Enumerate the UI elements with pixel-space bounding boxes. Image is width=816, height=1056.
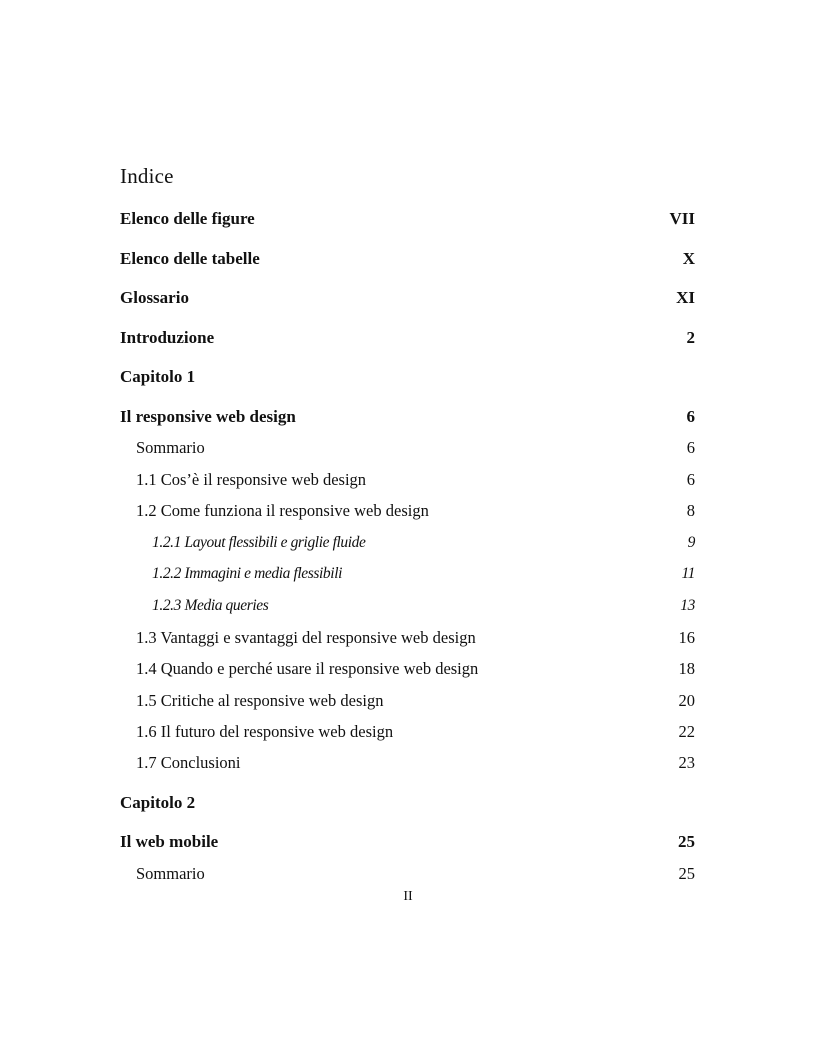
toc-entry-label: 1.6 Il futuro del responsive web design [136,722,394,741]
toc-entry-chapter-2-title[interactable] [120,831,695,853]
toc-entry-label: 1.2.1 Layout flessibili e griglie fluide [152,534,366,551]
toc-entry-label: Sommario [136,438,205,457]
toc-entry-page: 20 [678,691,695,710]
toc-entry-label: 1.3 Vantaggi e svantaggi del responsive web design [136,628,476,647]
toc-entry-page: 9 [687,534,695,551]
toc-entry-1-7[interactable] [136,752,695,774]
toc-entry-1-3[interactable] [136,627,695,649]
toc-entry-page: 6 [686,438,695,457]
toc-entry-list-of-tables[interactable] [120,248,695,270]
toc-entry-label: Elenco delle tabelle [120,249,260,268]
toc-entry-summary-2[interactable] [136,863,695,885]
toc-entry-page: 16 [678,628,695,647]
toc-entry-1-2[interactable] [136,500,695,522]
toc-entry-page: 22 [678,722,695,741]
toc-entry-page: 23 [678,753,695,772]
toc-entry-page: 25 [678,832,695,851]
page-number: II [403,889,413,904]
toc-entry-label: Capitolo 2 [120,793,196,812]
toc-entry-1-2-2[interactable] [152,563,695,585]
toc-entry-page: 2 [686,328,695,347]
toc-entry-label: Introduzione [120,328,215,347]
toc-entry-page: 6 [686,470,695,489]
toc-entry-page: 25 [678,864,695,883]
toc-entry-1-5[interactable] [136,690,695,712]
toc-heading: Indice [120,164,174,188]
toc-entry-label: 1.5 Critiche al responsive web design [136,691,384,710]
toc-entry-label: 1.2.3 Media queries [152,597,269,614]
toc-entry-page: X [682,249,695,268]
toc-entry-label: Glossario [120,288,189,307]
toc-chapter-1 [120,366,695,388]
toc-entry-label: 1.4 Quando e perché usare il responsive web design [136,659,479,678]
toc-entry-summary-1[interactable] [136,437,695,459]
toc-entry-label: 1.2.2 Immagini e media flessibili [152,565,343,582]
toc-entry-label: Capitolo 1 [120,367,196,386]
toc-entry-label: 1.7 Conclusioni [136,753,241,772]
toc-entry-label: Sommario [136,864,205,883]
toc-entry-label: 1.1 Cos’è il responsive web design [136,470,367,489]
toc-entry-list-of-figures[interactable] [120,208,695,230]
toc-entry-1-2-3[interactable] [152,595,695,617]
toc-entry-page: VII [669,209,695,228]
toc-entry-1-4[interactable] [136,658,695,680]
toc-entry-page: 8 [686,501,695,520]
toc-entry-page: 13 [680,597,695,614]
toc-entry-label: Elenco delle figure [120,209,255,228]
toc-entry-1-1[interactable] [136,469,695,491]
toc-entry-introduction[interactable] [120,327,695,349]
toc-entry-label: 1.2 Come funziona il responsive web design [136,501,429,520]
toc-chapter-2 [120,792,695,814]
toc-entry-label: Il web mobile [120,832,219,851]
toc-entry-page: XI [676,288,695,307]
toc-entry-page: 11 [681,565,695,582]
toc-entry-page: 6 [686,407,695,426]
toc-entry-page: 18 [678,659,695,678]
toc-entry-chapter-1-title[interactable] [120,406,695,428]
toc-entry-1-6[interactable] [136,721,695,743]
toc-entry-1-2-1[interactable] [152,532,695,554]
toc-entry-glossary[interactable] [120,287,695,309]
toc-entry-label: Il responsive web design [120,407,296,426]
